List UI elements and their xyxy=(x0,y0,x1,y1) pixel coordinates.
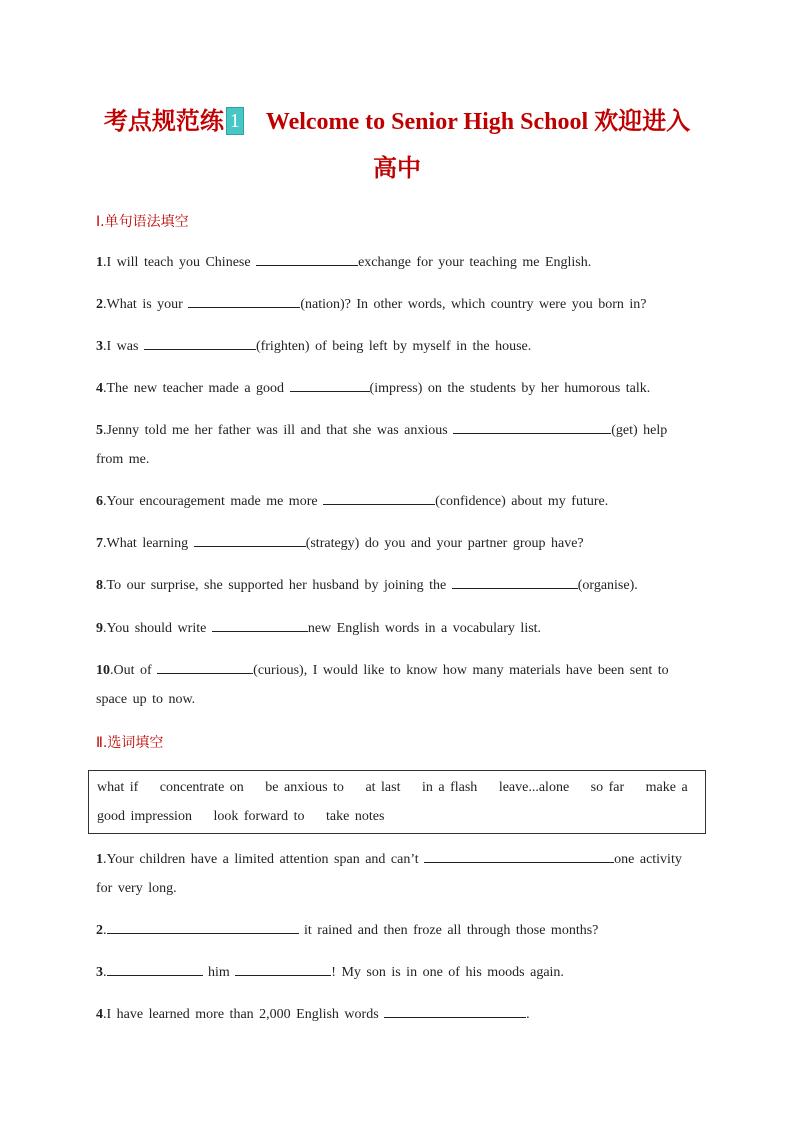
page-title-line2: 高中 xyxy=(373,156,421,182)
question-number: 4 xyxy=(96,381,103,396)
word-bank-item: take notes xyxy=(326,809,385,824)
question-5: 5.Jenny told me her father was ill and that she was anxious (get) help from me. xyxy=(96,416,696,474)
answer-blank[interactable] xyxy=(323,490,435,505)
answer-blank[interactable] xyxy=(157,659,253,674)
question-6: 6.Your encouragement made me more (confidence) about my future. xyxy=(96,487,696,516)
question-number: 1 xyxy=(96,852,103,867)
question-number: 3 xyxy=(96,339,103,354)
word-bank-item: so far xyxy=(590,780,625,795)
answer-blank[interactable] xyxy=(290,377,370,392)
question-number: 9 xyxy=(96,621,103,636)
section-heading-word-choice: Ⅱ.选词填空 xyxy=(96,735,164,751)
question-number: 4 xyxy=(96,1007,103,1022)
answer-blank[interactable] xyxy=(194,532,306,547)
question-number: 2 xyxy=(96,923,103,938)
question-9: 9.You should write new English words in a vocabulary list. xyxy=(96,614,696,643)
answer-blank[interactable] xyxy=(384,1003,526,1018)
exercise-number-badge: 1 xyxy=(226,107,244,135)
question-3: 3.I was (frighten) of being left by myself in the house. xyxy=(96,332,696,361)
question-number: 1 xyxy=(96,255,103,270)
answer-blank[interactable] xyxy=(107,961,203,976)
page-title xyxy=(60,98,734,146)
question-number: 8 xyxy=(96,578,103,593)
word-bank-item: at last xyxy=(365,780,401,795)
word-bank-item: what if xyxy=(97,780,139,795)
question-8: 8.To our surprise, she supported her husband by joining the (organise). xyxy=(96,571,696,600)
answer-blank[interactable] xyxy=(212,617,308,632)
section-heading-grammar: Ⅰ.单句语法填空 xyxy=(96,214,189,230)
question-7: 7.What learning (strategy) do you and your partner group have? xyxy=(96,529,696,558)
answer-blank[interactable] xyxy=(188,293,300,308)
answer-blank[interactable] xyxy=(453,419,611,434)
question-10: 10.Out of (curious), I would like to know how many materials have been sent to space up to now. xyxy=(96,656,696,714)
question-number: 10 xyxy=(96,663,110,678)
word-choice-question-2: 2. it rained and then froze all through those months? xyxy=(96,916,696,945)
answer-blank[interactable] xyxy=(235,961,331,976)
word-choice-question-4: 4.I have learned more than 2,000 English words . xyxy=(96,1000,696,1029)
word-bank-box xyxy=(88,770,706,834)
question-2: 2.What is your (nation)? In other words, which country were you born in? xyxy=(96,290,696,319)
word-bank-item: concentrate on xyxy=(159,780,244,795)
title-prefix: 考点规范练 xyxy=(103,109,224,135)
word-bank-item: look forward to xyxy=(213,809,305,824)
word-choice-question-1: 1.Your children have a limited attention span and can’t one activity for very long. xyxy=(96,845,696,903)
answer-blank[interactable] xyxy=(144,335,256,350)
word-choice-question-3: 3. him ! My son is in one of his moods again. xyxy=(96,958,696,987)
answer-blank[interactable] xyxy=(452,574,578,589)
answer-blank[interactable] xyxy=(256,251,358,266)
word-bank-item: leave...alone xyxy=(498,780,570,795)
question-4: 4.The new teacher made a good (impress) on the students by her humorous talk. xyxy=(96,374,696,403)
question-number: 7 xyxy=(96,536,103,551)
answer-blank[interactable] xyxy=(107,919,299,934)
title-main: Welcome to Senior High School 欢迎进入 xyxy=(265,109,691,135)
question-number: 3 xyxy=(96,965,103,980)
answer-blank[interactable] xyxy=(424,848,614,863)
question-number: 6 xyxy=(96,494,103,509)
question-number: 2 xyxy=(96,297,103,312)
question-number: 5 xyxy=(96,423,103,438)
word-bank-item: make a good impression xyxy=(97,780,688,824)
question-1: 1.I will teach you Chinese exchange for your teaching me English. xyxy=(96,248,696,277)
word-bank-item: be anxious to xyxy=(265,780,344,795)
word-bank-item: in a flash xyxy=(421,780,478,795)
